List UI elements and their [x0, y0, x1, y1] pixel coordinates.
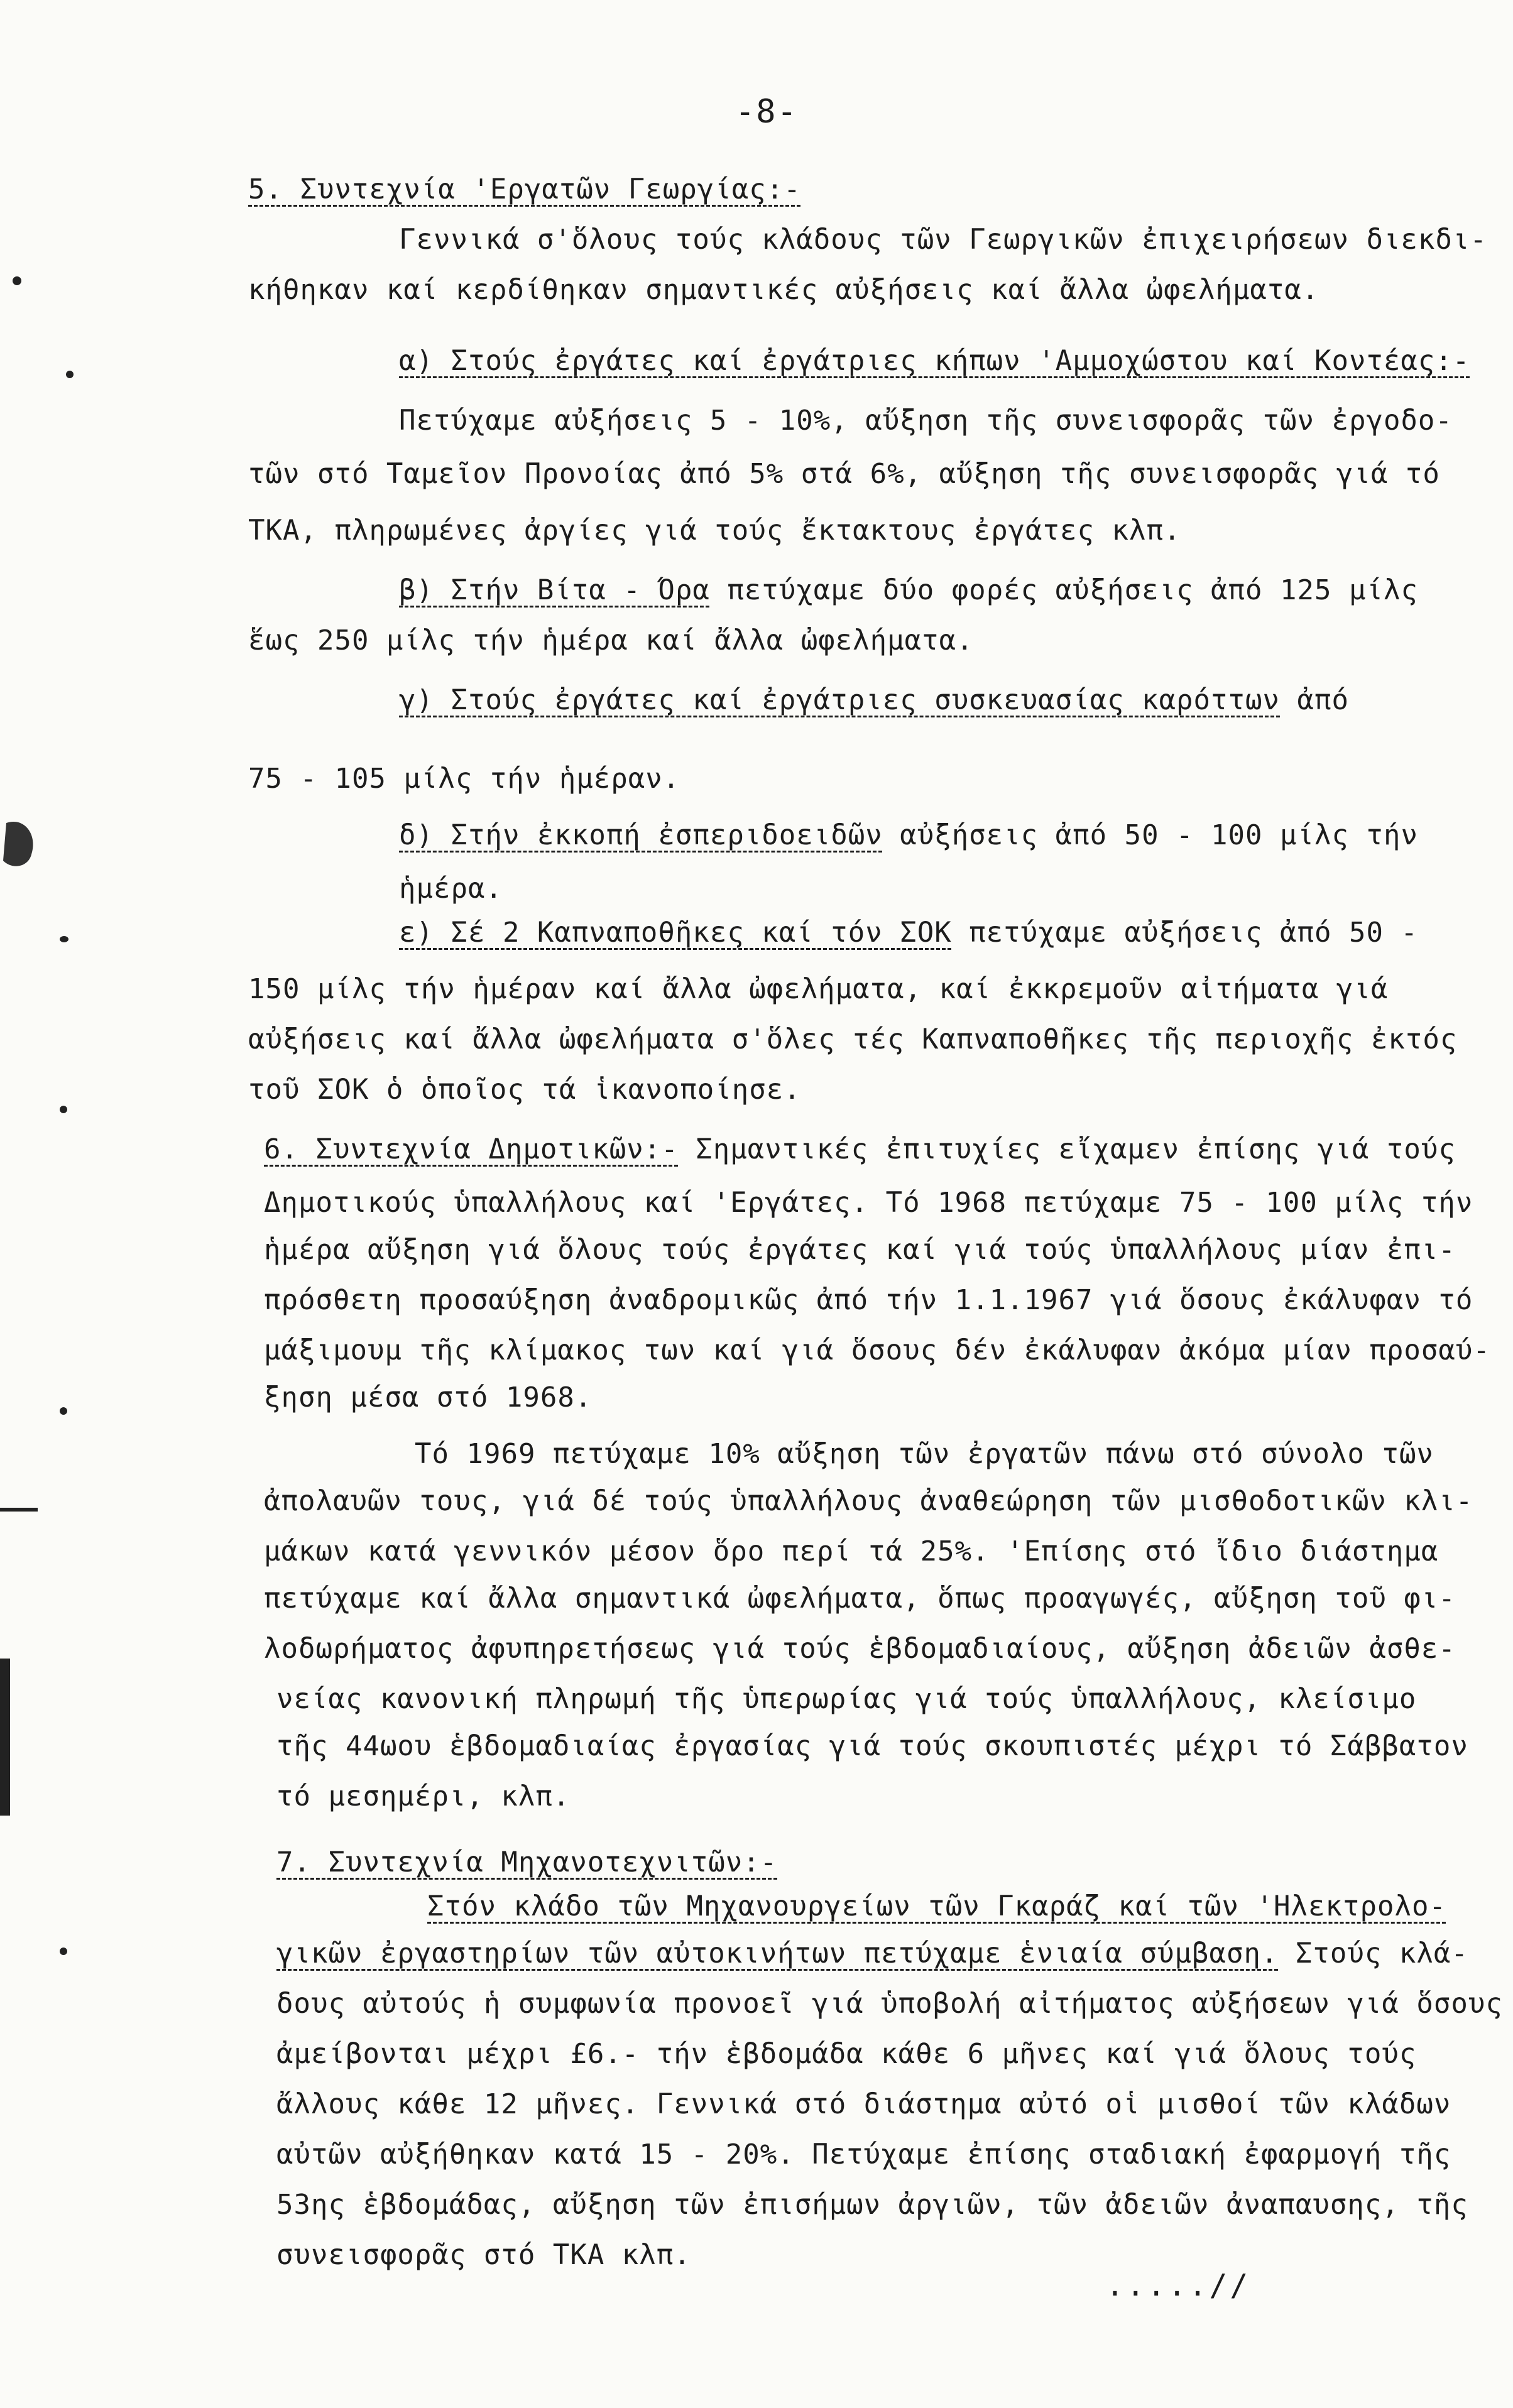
body-line: ξηση μέσα στό 1968. — [264, 1381, 593, 1414]
subsection-label: β) Στήν Βίτα - Όρα — [399, 574, 710, 606]
scan-speck — [60, 936, 68, 942]
body-line: Τό 1969 πετύχαμε 10% αὔξηση τῶν ἐργατῶν πάνω στό σύνολο τῶν — [415, 1438, 1434, 1470]
body-line: ἡμέρα αὔξηση γιά ὅλους τούς ἐργάτες καί γιά τούς ὑπαλλήλους μίαν ἐπι- — [264, 1234, 1456, 1266]
body-text: πετύχαμε δύο φορές αὐξήσεις ἀπό 125 μίλς — [709, 574, 1418, 606]
body-line — [399, 817, 1418, 854]
body-text: Στούς κλά- — [1278, 1937, 1468, 1969]
body-line: νείας κανονική πληρωμή τῆς ὑπερωρίας γιά τούς ὑπαλλήλους, κλείσιμο — [276, 1683, 1417, 1715]
scan-edge-mark — [0, 1659, 10, 1816]
body-line — [276, 1935, 1468, 1973]
body-line — [399, 572, 1418, 609]
continuation-marker: .....// — [1106, 2268, 1251, 2303]
body-line: μάκων κατά γεννικόν μέσον ὅρο περί τά 25%. 'Επίσης στό ἴδιο διάστημα — [264, 1535, 1439, 1567]
scan-edge-mark — [0, 1508, 38, 1512]
body-line — [399, 682, 1349, 719]
body-line: τοῦ ΣΟΚ ὁ ὁποῖος τά ἱκανοποίησε. — [248, 1074, 801, 1106]
scan-speck — [60, 1948, 67, 1955]
subsection-label: γικῶν ἐργαστηρίων τῶν αὐτοκινήτων πετύχαμε ἑνιαία σύμβαση. — [276, 1937, 1279, 1969]
body-line — [264, 1131, 1456, 1169]
body-line: μάξιμουμ τῆς κλίμακος των καί γιά ὅσους δέν ἐκάλυφαν ἀκόμα μίαν προσαύ- — [264, 1334, 1490, 1366]
subsection-label: δ) Στήν ἐκκοπή ἐσπεριδοειδῶν — [399, 819, 883, 851]
body-line: ἀμείβονται μέχρι £6.- τήν ἑβδομάδα κάθε 6 μῆνες καί γιά ὅλους τούς — [276, 2038, 1417, 2070]
body-line: τῶν στό Ταμεῖον Προνοίας ἀπό 5% στά 6%, αὔξηση τῆς συνεισφορᾶς γιά τό — [248, 458, 1440, 490]
body-text: ἀπό — [1280, 684, 1349, 716]
body-line: τῆς 44ωου ἑβδομαδιαίας ἐργασίας γιά τούς σκουπιστές μέχρι τό Σάββατον — [276, 1730, 1468, 1762]
section-heading: 6. Συντεχνία Δημοτικῶν:- — [264, 1133, 679, 1165]
body-line: ΤΚΑ, πληρωμένες ἀργίες γιά τούς ἔκτακτους ἐργάτες κλπ. — [248, 515, 1181, 547]
body-line: πρόσθετη προσαύξηση ἀναδρομικῶς ἀπό τήν 1.1.1967 γιά ὅσους ἐκάλυφαν τό — [264, 1284, 1473, 1316]
section-heading: 7. Συντεχνία Μηχανοτεχνιτῶν:- — [276, 1846, 778, 1878]
body-line: συνεισφορᾶς στό ΤΚΑ κλπ. — [276, 2239, 691, 2271]
body-line — [399, 914, 1418, 952]
body-line: τό μεσημέρι, κλπ. — [276, 1780, 571, 1812]
hole-punch-icon — [0, 817, 44, 873]
body-text: πετύχαμε αὐξήσεις ἀπό 50 - — [951, 917, 1418, 949]
scan-speck — [60, 1106, 67, 1113]
body-line: λοδωρήματος ἀφυπηρετήσεως γιά τούς ἑβδομαδιαίους, αὔξηση ἀδειῶν ἀσθε- — [264, 1633, 1456, 1665]
subsection-heading: α) Στούς ἐργάτες καί ἐργάτριες κήπων 'Αμμοχώστου καί Κοντέας:- — [399, 345, 1470, 377]
body-line: αὐτῶν αὐξήθηκαν κατά 15 - 20%. Πετύχαμε ἐπίσης σταδιακή ἐφαρμογή τῆς — [276, 2138, 1451, 2171]
section-heading: 5. Συντεχνία 'Εργατῶν Γεωργίας:- — [248, 173, 801, 205]
scan-speck — [60, 1407, 67, 1415]
body-text: αὐξήσεις ἀπό 50 - 100 μίλς τήν — [882, 819, 1418, 851]
scan-speck — [66, 371, 74, 378]
scan-speck — [13, 276, 21, 285]
body-line: 53ης ἑβδομάδας, αὔξηση τῶν ἐπισήμων ἀργιῶν, τῶν ἀδειῶν ἀναπαυσης, τῆς — [276, 2189, 1468, 2221]
subsection-label: γ) Στούς ἐργάτες καί ἐργάτριες συσκευασίας καρόττων — [399, 684, 1281, 716]
body-line: ἄλλους κάθε 12 μῆνες. Γεννικά στό διάστημα αὐτό οἱ μισθοί τῶν κλάδων — [276, 2088, 1451, 2120]
body-text: Σημαντικές ἐπιτυχίες εἴχαμεν ἐπίσης γιά τούς — [678, 1133, 1456, 1165]
body-line: Γεννικά σ'ὅλους τούς κλάδους τῶν Γεωργικῶν ἐπιχειρήσεων διεκδι- — [399, 224, 1487, 256]
body-line: ἡμέρα. — [399, 873, 503, 905]
body-line: αὐξήσεις καί ἄλλα ὠφελήματα σ'ὅλες τές Καπναποθῆκες τῆς περιοχῆς ἐκτός — [248, 1023, 1458, 1055]
body-line: πετύχαμε καί ἄλλα σημαντικά ὠφελήματα, ὅπως προαγωγές, αὔξηση τοῦ φι- — [264, 1583, 1456, 1615]
subsection-label: ε) Σέ 2 Καπναποθῆκες καί τόν ΣΟΚ — [399, 917, 952, 949]
body-line: ἀπολαυῶν τους, γιά δέ τούς ὑπαλλήλους ἀναθεώρηση τῶν μισθοδοτικῶν κλι- — [264, 1485, 1473, 1517]
body-line: 150 μίλς τήν ἡμέραν καί ἄλλα ὠφελήματα, καί ἐκκρεμοῦν αἰτήματα γιά — [248, 973, 1389, 1005]
body-line: ἕως 250 μίλς τήν ἡμέρα καί ἄλλα ὠφελήματα. — [248, 624, 974, 656]
subsection-heading: Στόν κλάδο τῶν Μηχανουργείων τῶν Γκαράζ καί τῶν 'Ηλεκτρολο- — [427, 1890, 1446, 1922]
body-line: 75 - 105 μίλς τήν ἡμέραν. — [248, 763, 680, 795]
body-line: κήθηκαν καί κερδίθηκαν σημαντικές αὐξήσεις καί ἄλλα ὠφελήματα. — [248, 274, 1319, 306]
body-line: Δημοτικούς ὑπαλλήλους καί 'Εργάτες. Τό 1968 πετύχαμε 75 - 100 μίλς τήν — [264, 1187, 1473, 1219]
body-line: δους αὐτούς ἡ συμφωνία προνοεῖ γιά ὑποβολή αἰτήματος αὐξήσεων γιά ὅσους — [276, 1988, 1503, 2020]
body-line: Πετύχαμε αὐξήσεις 5 - 10%, αὔξηση τῆς συνεισφορᾶς τῶν ἐργοδο- — [399, 405, 1453, 437]
page-number: -8- — [735, 93, 798, 131]
